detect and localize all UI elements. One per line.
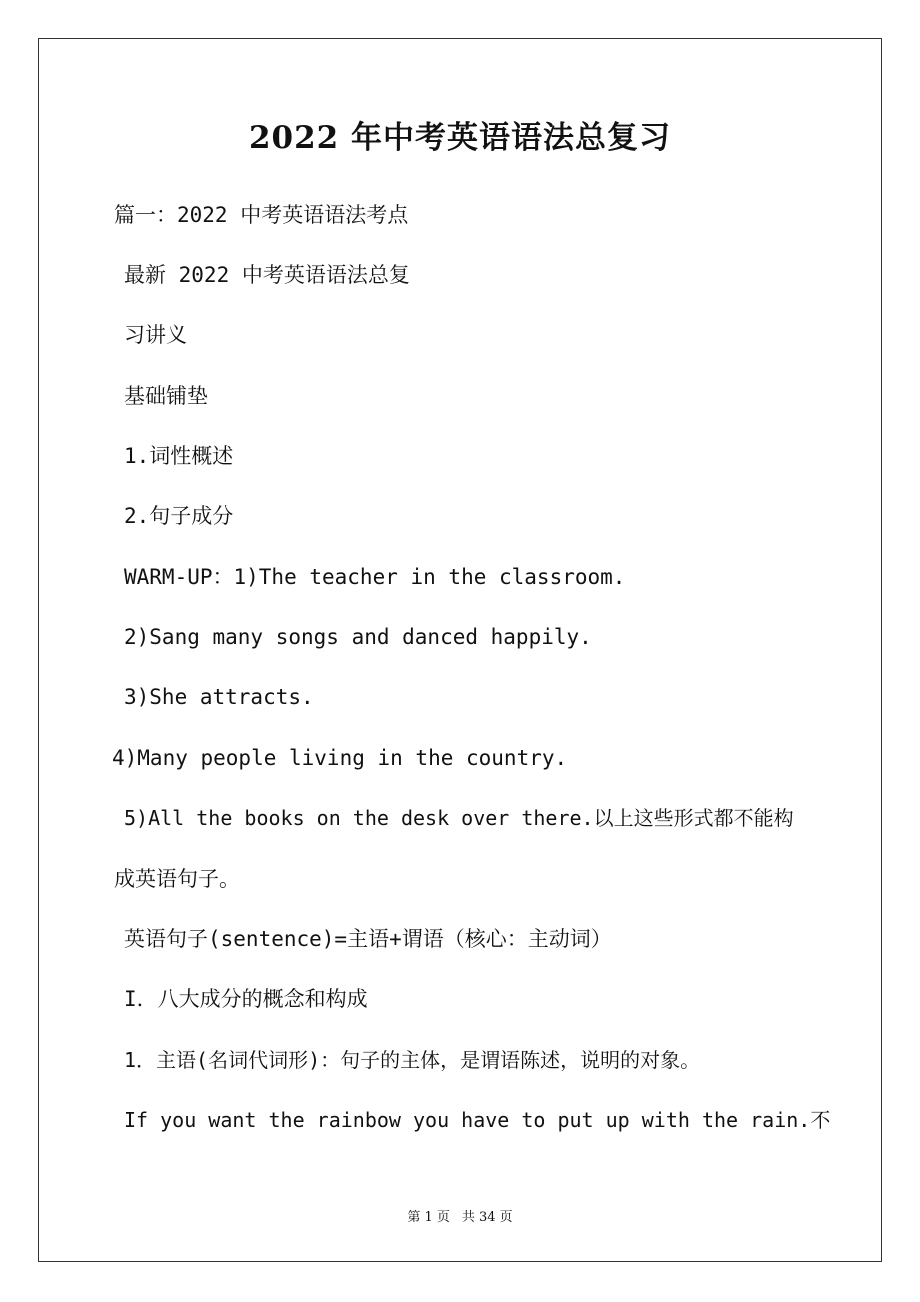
text-line: 篇一：2022 中考英语语法考点: [114, 203, 409, 227]
text-line: WARM-UP：1)The teacher in the classroom.: [124, 565, 626, 589]
text-line: 4)Many people living in the country.: [112, 746, 568, 770]
document-title: 2022 年中考英语语法总复习: [248, 120, 672, 156]
page-number: 第 1 页: [407, 1210, 450, 1225]
text-line: 2.句子成分: [124, 504, 234, 528]
text-line: 1．主语(名词代词形)：句子的主体，是谓语陈述，说明的对象。: [124, 1048, 701, 1072]
text-line: 3)She attracts.: [124, 685, 314, 709]
page-total: 共 34 页: [461, 1210, 513, 1225]
text-line: 2)Sang many songs and danced happily.: [124, 625, 592, 649]
text-line: 成英语句子。: [114, 867, 240, 891]
text-line: 最新 2022 中考英语语法总复: [124, 263, 410, 287]
text-line: 1.词性概述: [124, 444, 234, 468]
text-line: 基础铺垫: [124, 384, 208, 408]
text-line: I．八大成分的概念和构成: [124, 987, 368, 1011]
text-line: If you want the rainbow you have to put up with the rain.不: [124, 1108, 831, 1132]
text-line: 习讲义: [124, 323, 187, 347]
text-line: 5)All the books on the desk over there.以上这些形式都不能构: [124, 806, 794, 830]
text-line: 英语句子(sentence)=主语+谓语（核心：主动词）: [124, 927, 612, 951]
page-footer: [0, 1206, 920, 1225]
